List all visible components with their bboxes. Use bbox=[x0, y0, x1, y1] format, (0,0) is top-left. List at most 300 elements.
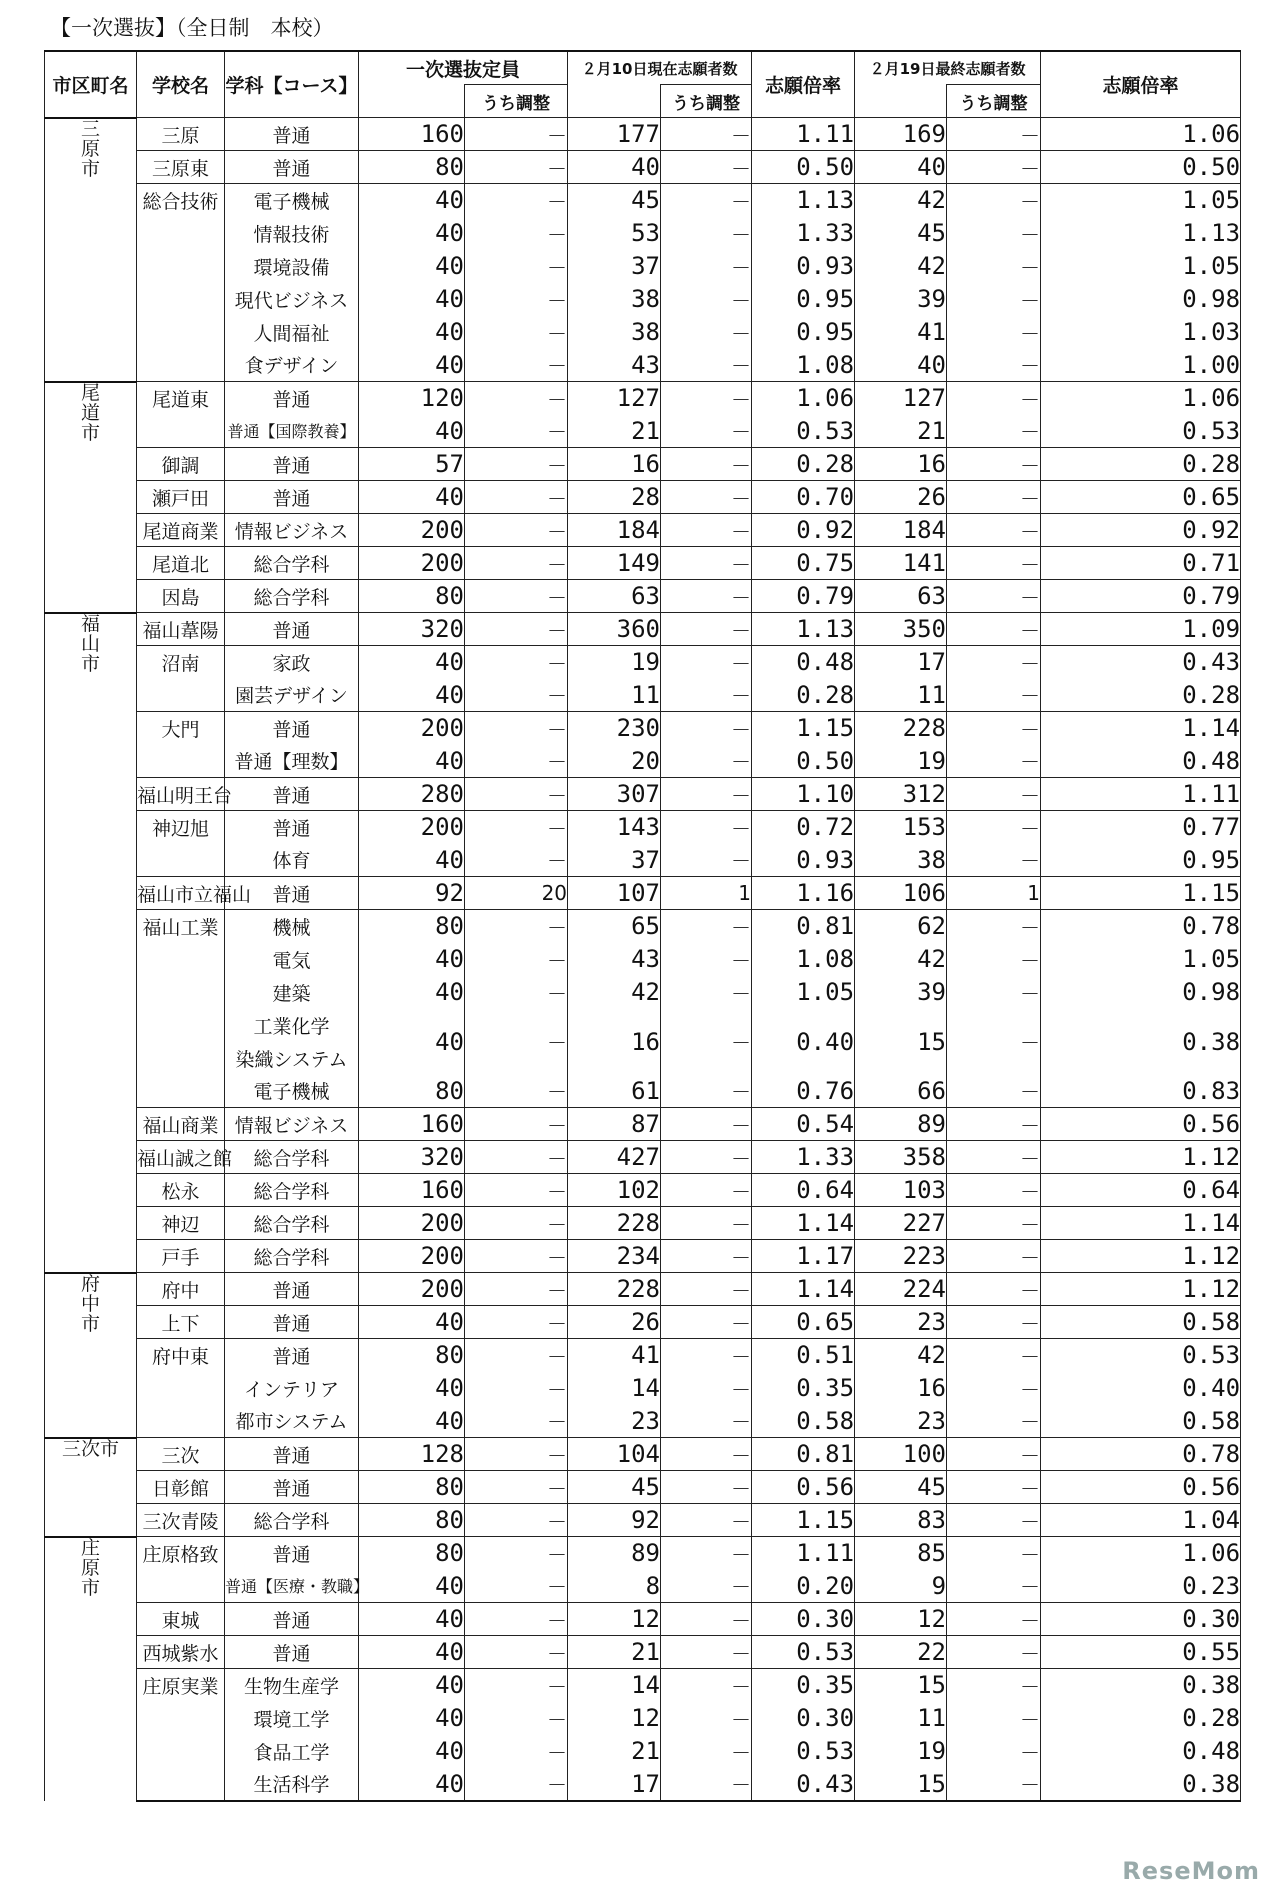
cell-cap-adj: － bbox=[465, 679, 568, 712]
cell-a19-adj: － bbox=[947, 613, 1041, 646]
cell-a10: 40 bbox=[568, 151, 661, 184]
cell-a19-adj: － bbox=[947, 646, 1041, 679]
cell-r10: 1.14 bbox=[752, 1207, 855, 1240]
header-ratio-feb19: 志願倍率 bbox=[1041, 51, 1241, 118]
cell-cap: 80 bbox=[359, 1471, 465, 1504]
table-row bbox=[45, 811, 1241, 844]
cell-a10: 143 bbox=[568, 811, 661, 844]
cell-r19: 0.23 bbox=[1041, 1570, 1241, 1603]
cell-a19-adj: － bbox=[947, 349, 1041, 382]
cell-a19: 103 bbox=[855, 1174, 947, 1207]
cell-a19-adj: － bbox=[947, 1504, 1041, 1537]
school-name bbox=[137, 415, 225, 448]
cell-a19: 312 bbox=[855, 778, 947, 811]
cell-r19: 1.06 bbox=[1041, 1537, 1241, 1570]
cell-a10-adj: － bbox=[661, 646, 752, 679]
cell-a19-adj: － bbox=[947, 1636, 1041, 1669]
school-name bbox=[137, 844, 225, 877]
school-name: 福山工業 bbox=[137, 910, 225, 943]
cell-cap: 80 bbox=[359, 580, 465, 613]
department-name: 総合学科 bbox=[225, 1240, 359, 1273]
cell-r10: 0.20 bbox=[752, 1570, 855, 1603]
cell-r10: 0.92 bbox=[752, 514, 855, 547]
cell-r10: 1.13 bbox=[752, 613, 855, 646]
cell-a19: 83 bbox=[855, 1504, 947, 1537]
school-name: 福山誠之館 bbox=[137, 1141, 225, 1174]
cell-cap-adj: － bbox=[465, 250, 568, 283]
city-name-text: 福山市 bbox=[80, 612, 100, 675]
cell-a10-adj: － bbox=[661, 415, 752, 448]
cell-r10: 0.95 bbox=[752, 316, 855, 349]
school-name bbox=[137, 1075, 225, 1108]
cell-r10: 0.50 bbox=[752, 151, 855, 184]
department-name: 環境設備 bbox=[225, 250, 359, 283]
cell-r10: 0.75 bbox=[752, 547, 855, 580]
cell-r10: 1.33 bbox=[752, 1141, 855, 1174]
cell-a10-adj: － bbox=[661, 613, 752, 646]
department-name: 普通【理数】 bbox=[225, 745, 359, 778]
cell-a10: 21 bbox=[568, 1735, 661, 1768]
cell-r19: 0.65 bbox=[1041, 481, 1241, 514]
cell-r10: 0.53 bbox=[752, 415, 855, 448]
cell-a10-adj: － bbox=[661, 1273, 752, 1306]
cell-a10: 12 bbox=[568, 1603, 661, 1636]
cell-a19-adj: － bbox=[947, 1471, 1041, 1504]
cell-a19-adj: － bbox=[947, 514, 1041, 547]
cell-r10: 1.10 bbox=[752, 778, 855, 811]
cell-a10-adj: － bbox=[661, 382, 752, 415]
cell-a19-adj: － bbox=[947, 382, 1041, 415]
cell-cap: 40 bbox=[359, 1603, 465, 1636]
cell-cap: 160 bbox=[359, 1174, 465, 1207]
department-name: 園芸デザイン bbox=[225, 679, 359, 712]
cell-a10-adj: － bbox=[661, 217, 752, 250]
department-name: 普通 bbox=[225, 448, 359, 481]
department-name: 工業化学 bbox=[225, 1009, 359, 1042]
cell-a10: 23 bbox=[568, 1405, 661, 1438]
cell-a10: 11 bbox=[568, 679, 661, 712]
cell-r10: 0.76 bbox=[752, 1075, 855, 1108]
cell-r10: 0.40 bbox=[752, 1009, 855, 1075]
cell-r19: 1.04 bbox=[1041, 1504, 1241, 1537]
cell-cap: 80 bbox=[359, 1537, 465, 1570]
cell-cap-adj: － bbox=[465, 646, 568, 679]
school-name: 福山市立福山 bbox=[137, 877, 225, 910]
department-name: 現代ビジネス bbox=[225, 283, 359, 316]
cell-a19: 26 bbox=[855, 481, 947, 514]
cell-a10: 307 bbox=[568, 778, 661, 811]
cell-cap-adj: － bbox=[465, 1174, 568, 1207]
cell-a10-adj: － bbox=[661, 1075, 752, 1108]
cell-cap: 40 bbox=[359, 1669, 465, 1702]
department-name: 建築 bbox=[225, 976, 359, 1009]
cell-a10: 21 bbox=[568, 1636, 661, 1669]
cell-a19-adj: － bbox=[947, 1405, 1041, 1438]
cell-r19: 0.79 bbox=[1041, 580, 1241, 613]
city-name bbox=[45, 1537, 137, 1801]
cell-a10-adj: － bbox=[661, 1405, 752, 1438]
cell-r10: 0.81 bbox=[752, 1438, 855, 1471]
table-row bbox=[45, 1636, 1241, 1669]
cell-a10-adj: － bbox=[661, 481, 752, 514]
cell-a10: 12 bbox=[568, 1702, 661, 1735]
cell-a19-adj: － bbox=[947, 1141, 1041, 1174]
school-name: 戸手 bbox=[137, 1240, 225, 1273]
department-name: 電気 bbox=[225, 943, 359, 976]
table-row bbox=[45, 1009, 1241, 1042]
cell-cap-adj: － bbox=[465, 1438, 568, 1471]
department-name: 普通 bbox=[225, 877, 359, 910]
department-name: 普通 bbox=[225, 481, 359, 514]
school-name: 西城紫水 bbox=[137, 1636, 225, 1669]
cell-cap: 40 bbox=[359, 745, 465, 778]
cell-a19-adj: － bbox=[947, 151, 1041, 184]
header-dept: 学科【コース】 bbox=[225, 51, 359, 118]
cell-cap-adj: － bbox=[465, 1273, 568, 1306]
cell-r19: 0.38 bbox=[1041, 1009, 1241, 1075]
cell-a10: 45 bbox=[568, 184, 661, 217]
cell-cap-adj: － bbox=[465, 1603, 568, 1636]
cell-cap: 200 bbox=[359, 1240, 465, 1273]
table-row bbox=[45, 1273, 1241, 1306]
cell-a10-adj: － bbox=[661, 1735, 752, 1768]
department-name: 普通 bbox=[225, 382, 359, 415]
cell-cap-adj: － bbox=[465, 1768, 568, 1801]
cell-cap: 40 bbox=[359, 1768, 465, 1801]
cell-r19: 0.78 bbox=[1041, 1438, 1241, 1471]
cell-a10: 149 bbox=[568, 547, 661, 580]
cell-r10: 0.50 bbox=[752, 745, 855, 778]
city-name bbox=[45, 118, 137, 382]
cell-a10-adj: － bbox=[661, 1504, 752, 1537]
cell-cap-adj: － bbox=[465, 316, 568, 349]
cell-cap: 40 bbox=[359, 1570, 465, 1603]
table-row bbox=[45, 976, 1241, 1009]
cell-a10: 20 bbox=[568, 745, 661, 778]
cell-a10-adj: － bbox=[661, 1108, 752, 1141]
cell-a19-adj: － bbox=[947, 778, 1041, 811]
department-name: 普通 bbox=[225, 1471, 359, 1504]
cell-a10-adj: － bbox=[661, 1471, 752, 1504]
table-row bbox=[45, 1075, 1241, 1108]
cell-r19: 0.30 bbox=[1041, 1603, 1241, 1636]
cell-cap-adj: － bbox=[465, 976, 568, 1009]
school-name: 三原東 bbox=[137, 151, 225, 184]
cell-a19-adj: － bbox=[947, 1075, 1041, 1108]
cell-r10: 0.35 bbox=[752, 1372, 855, 1405]
cell-r19: 1.14 bbox=[1041, 1207, 1241, 1240]
cell-a10: 43 bbox=[568, 349, 661, 382]
cell-a10: 427 bbox=[568, 1141, 661, 1174]
cell-cap-adj: － bbox=[465, 613, 568, 646]
department-name: インテリア bbox=[225, 1372, 359, 1405]
cell-r19: 0.50 bbox=[1041, 151, 1241, 184]
cell-a10-adj: － bbox=[661, 151, 752, 184]
cell-a10-adj: － bbox=[661, 1570, 752, 1603]
cell-cap: 320 bbox=[359, 1141, 465, 1174]
cell-a10: 104 bbox=[568, 1438, 661, 1471]
cell-r19: 1.05 bbox=[1041, 943, 1241, 976]
cell-a19: 42 bbox=[855, 943, 947, 976]
header-ratio-feb10: 志願倍率 bbox=[752, 51, 855, 118]
header-applicants-feb19: ２月19日最終志願者数 bbox=[855, 51, 1041, 85]
department-name: 普通 bbox=[225, 613, 359, 646]
department-name: 総合学科 bbox=[225, 1174, 359, 1207]
resemom-watermark: ReseMom bbox=[1122, 1857, 1260, 1885]
cell-cap: 200 bbox=[359, 1273, 465, 1306]
department-name: 普通 bbox=[225, 1438, 359, 1471]
cell-a19: 12 bbox=[855, 1603, 947, 1636]
cell-r10: 1.15 bbox=[752, 1504, 855, 1537]
cell-r19: 1.11 bbox=[1041, 778, 1241, 811]
cell-cap-adj: － bbox=[465, 712, 568, 745]
cell-a19-adj: － bbox=[947, 580, 1041, 613]
department-name: 都市システム bbox=[225, 1405, 359, 1438]
table-row bbox=[45, 1768, 1241, 1801]
cell-a10-adj: － bbox=[661, 910, 752, 943]
cell-a19-adj: － bbox=[947, 283, 1041, 316]
cell-r10: 1.08 bbox=[752, 349, 855, 382]
cell-a10-adj: 1 bbox=[661, 877, 752, 910]
cell-r10: 0.51 bbox=[752, 1339, 855, 1372]
cell-r19: 0.56 bbox=[1041, 1108, 1241, 1141]
city-name bbox=[45, 613, 137, 1273]
cell-a10-adj: － bbox=[661, 1603, 752, 1636]
cell-cap-adj: － bbox=[465, 1141, 568, 1174]
table-row bbox=[45, 745, 1241, 778]
school-name bbox=[137, 217, 225, 250]
cell-r19: 1.09 bbox=[1041, 613, 1241, 646]
cell-r10: 1.06 bbox=[752, 382, 855, 415]
cell-r19: 1.03 bbox=[1041, 316, 1241, 349]
cell-a19-adj: － bbox=[947, 1537, 1041, 1570]
cell-a10: 107 bbox=[568, 877, 661, 910]
cell-r19: 0.28 bbox=[1041, 448, 1241, 481]
cell-a19-adj: － bbox=[947, 1702, 1041, 1735]
department-name: 総合学科 bbox=[225, 1504, 359, 1537]
cell-a19-adj: － bbox=[947, 1438, 1041, 1471]
cell-cap: 40 bbox=[359, 349, 465, 382]
cell-a19: 39 bbox=[855, 976, 947, 1009]
cell-a10: 8 bbox=[568, 1570, 661, 1603]
cell-a10: 19 bbox=[568, 646, 661, 679]
cell-a10: 184 bbox=[568, 514, 661, 547]
department-name: 普通 bbox=[225, 1273, 359, 1306]
cell-a10-adj: － bbox=[661, 811, 752, 844]
department-name: 電子機械 bbox=[225, 1075, 359, 1108]
cell-r19: 0.53 bbox=[1041, 1339, 1241, 1372]
school-name: 府中 bbox=[137, 1273, 225, 1306]
cell-cap-adj: － bbox=[465, 1669, 568, 1702]
cell-a19-adj: － bbox=[947, 943, 1041, 976]
table-row bbox=[45, 1306, 1241, 1339]
school-name: 因島 bbox=[137, 580, 225, 613]
table-row bbox=[45, 415, 1241, 448]
cell-a10-adj: － bbox=[661, 118, 752, 151]
cell-cap: 40 bbox=[359, 217, 465, 250]
cell-a10: 21 bbox=[568, 415, 661, 448]
table-row bbox=[45, 1471, 1241, 1504]
school-name bbox=[137, 1768, 225, 1801]
city-name-text: 庄原市 bbox=[80, 1536, 100, 1599]
cell-r19: 0.48 bbox=[1041, 745, 1241, 778]
cell-cap-adj: － bbox=[465, 217, 568, 250]
cell-a10-adj: － bbox=[661, 1339, 752, 1372]
cell-a19: 66 bbox=[855, 1075, 947, 1108]
cell-a10: 37 bbox=[568, 250, 661, 283]
cell-a10: 16 bbox=[568, 1009, 661, 1075]
cell-cap: 40 bbox=[359, 283, 465, 316]
cell-a10-adj: － bbox=[661, 943, 752, 976]
cell-a10-adj: － bbox=[661, 745, 752, 778]
cell-a19-adj: － bbox=[947, 1009, 1041, 1075]
cell-r10: 1.15 bbox=[752, 712, 855, 745]
cell-a19: 42 bbox=[855, 250, 947, 283]
cell-cap-adj: － bbox=[465, 844, 568, 877]
table-row bbox=[45, 1702, 1241, 1735]
cell-a10-adj: － bbox=[661, 1702, 752, 1735]
cell-a10-adj: － bbox=[661, 1240, 752, 1273]
cell-cap: 40 bbox=[359, 1009, 465, 1075]
cell-r10: 0.28 bbox=[752, 448, 855, 481]
cell-cap-adj: － bbox=[465, 1570, 568, 1603]
table-row bbox=[45, 1174, 1241, 1207]
cell-a19-adj: 1 bbox=[947, 877, 1041, 910]
cell-cap: 40 bbox=[359, 844, 465, 877]
cell-a19: 9 bbox=[855, 1570, 947, 1603]
cell-a19: 40 bbox=[855, 349, 947, 382]
table-row bbox=[45, 382, 1241, 415]
cell-r19: 1.13 bbox=[1041, 217, 1241, 250]
table-row bbox=[45, 1504, 1241, 1537]
school-name: 神辺旭 bbox=[137, 811, 225, 844]
department-name: 普通 bbox=[225, 712, 359, 745]
school-name bbox=[137, 679, 225, 712]
table-row bbox=[45, 679, 1241, 712]
cell-a19: 19 bbox=[855, 745, 947, 778]
cell-a10: 228 bbox=[568, 1207, 661, 1240]
cell-a10-adj: － bbox=[661, 976, 752, 1009]
cell-cap-adj: － bbox=[465, 1735, 568, 1768]
table-row bbox=[45, 1372, 1241, 1405]
cell-a10: 87 bbox=[568, 1108, 661, 1141]
cell-a19-adj: － bbox=[947, 976, 1041, 1009]
cell-cap: 80 bbox=[359, 910, 465, 943]
cell-a19-adj: － bbox=[947, 1207, 1041, 1240]
cell-a19: 350 bbox=[855, 613, 947, 646]
cell-r19: 0.71 bbox=[1041, 547, 1241, 580]
school-name bbox=[137, 976, 225, 1009]
header-applicants-feb10: ２月10日現在志願者数 bbox=[568, 51, 752, 85]
school-name: 三次 bbox=[137, 1438, 225, 1471]
cell-a19: 62 bbox=[855, 910, 947, 943]
header-capacity-adjust: うち調整 bbox=[465, 85, 568, 118]
table-row bbox=[45, 712, 1241, 745]
table-row bbox=[45, 1141, 1241, 1174]
cell-cap-adj: － bbox=[465, 481, 568, 514]
cell-a10-adj: － bbox=[661, 1372, 752, 1405]
cell-cap: 80 bbox=[359, 1339, 465, 1372]
cell-cap: 128 bbox=[359, 1438, 465, 1471]
cell-r19: 0.92 bbox=[1041, 514, 1241, 547]
cell-a10: 28 bbox=[568, 481, 661, 514]
department-name: 総合学科 bbox=[225, 547, 359, 580]
school-name bbox=[137, 1009, 225, 1075]
school-name bbox=[137, 1735, 225, 1768]
cell-r19: 0.38 bbox=[1041, 1669, 1241, 1702]
cell-a19: 11 bbox=[855, 679, 947, 712]
cell-cap-adj: － bbox=[465, 1108, 568, 1141]
school-name bbox=[137, 1405, 225, 1438]
cell-a19-adj: － bbox=[947, 217, 1041, 250]
cell-cap-adj: － bbox=[465, 1009, 568, 1075]
school-name: 大門 bbox=[137, 712, 225, 745]
cell-r19: 1.14 bbox=[1041, 712, 1241, 745]
school-name: 御調 bbox=[137, 448, 225, 481]
cell-a19: 127 bbox=[855, 382, 947, 415]
table-row bbox=[45, 316, 1241, 349]
cell-a19: 22 bbox=[855, 1636, 947, 1669]
cell-cap: 40 bbox=[359, 316, 465, 349]
cell-a19: 85 bbox=[855, 1537, 947, 1570]
school-name: 総合技術 bbox=[137, 184, 225, 217]
department-name: 普通 bbox=[225, 1537, 359, 1570]
cell-cap-adj: 20 bbox=[465, 877, 568, 910]
cell-r10: 0.79 bbox=[752, 580, 855, 613]
cell-a19: 39 bbox=[855, 283, 947, 316]
cell-a19-adj: － bbox=[947, 415, 1041, 448]
school-name: 瀬戸田 bbox=[137, 481, 225, 514]
cell-a10-adj: － bbox=[661, 448, 752, 481]
cell-cap: 40 bbox=[359, 481, 465, 514]
cell-a19: 169 bbox=[855, 118, 947, 151]
cell-a19: 23 bbox=[855, 1306, 947, 1339]
cell-cap-adj: － bbox=[465, 415, 568, 448]
cell-cap: 40 bbox=[359, 679, 465, 712]
cell-a19: 184 bbox=[855, 514, 947, 547]
cell-a19-adj: － bbox=[947, 184, 1041, 217]
cell-cap-adj: － bbox=[465, 943, 568, 976]
cell-cap-adj: － bbox=[465, 811, 568, 844]
city-name: 三次市 bbox=[45, 1438, 137, 1537]
cell-cap-adj: － bbox=[465, 1207, 568, 1240]
cell-cap: 40 bbox=[359, 1636, 465, 1669]
cell-r19: 1.12 bbox=[1041, 1273, 1241, 1306]
cell-r19: 0.58 bbox=[1041, 1306, 1241, 1339]
cell-a19: 16 bbox=[855, 1372, 947, 1405]
cell-cap: 200 bbox=[359, 1207, 465, 1240]
department-name: 普通 bbox=[225, 1636, 359, 1669]
cell-a10: 61 bbox=[568, 1075, 661, 1108]
table-row bbox=[45, 1339, 1241, 1372]
cell-r10: 0.30 bbox=[752, 1603, 855, 1636]
cell-a19: 15 bbox=[855, 1009, 947, 1075]
cell-a19: 227 bbox=[855, 1207, 947, 1240]
table-row bbox=[45, 1570, 1241, 1603]
department-name: 情報ビジネス bbox=[225, 514, 359, 547]
department-name: 生物生産学 bbox=[225, 1669, 359, 1702]
cell-a10-adj: － bbox=[661, 184, 752, 217]
cell-r10: 0.35 bbox=[752, 1669, 855, 1702]
cell-a19: 38 bbox=[855, 844, 947, 877]
cell-a10-adj: － bbox=[661, 316, 752, 349]
cell-r10: 1.08 bbox=[752, 943, 855, 976]
cell-r10: 1.17 bbox=[752, 1240, 855, 1273]
table-row bbox=[45, 778, 1241, 811]
department-name: 機械 bbox=[225, 910, 359, 943]
cell-r10: 0.70 bbox=[752, 481, 855, 514]
cell-a19-adj: － bbox=[947, 1273, 1041, 1306]
